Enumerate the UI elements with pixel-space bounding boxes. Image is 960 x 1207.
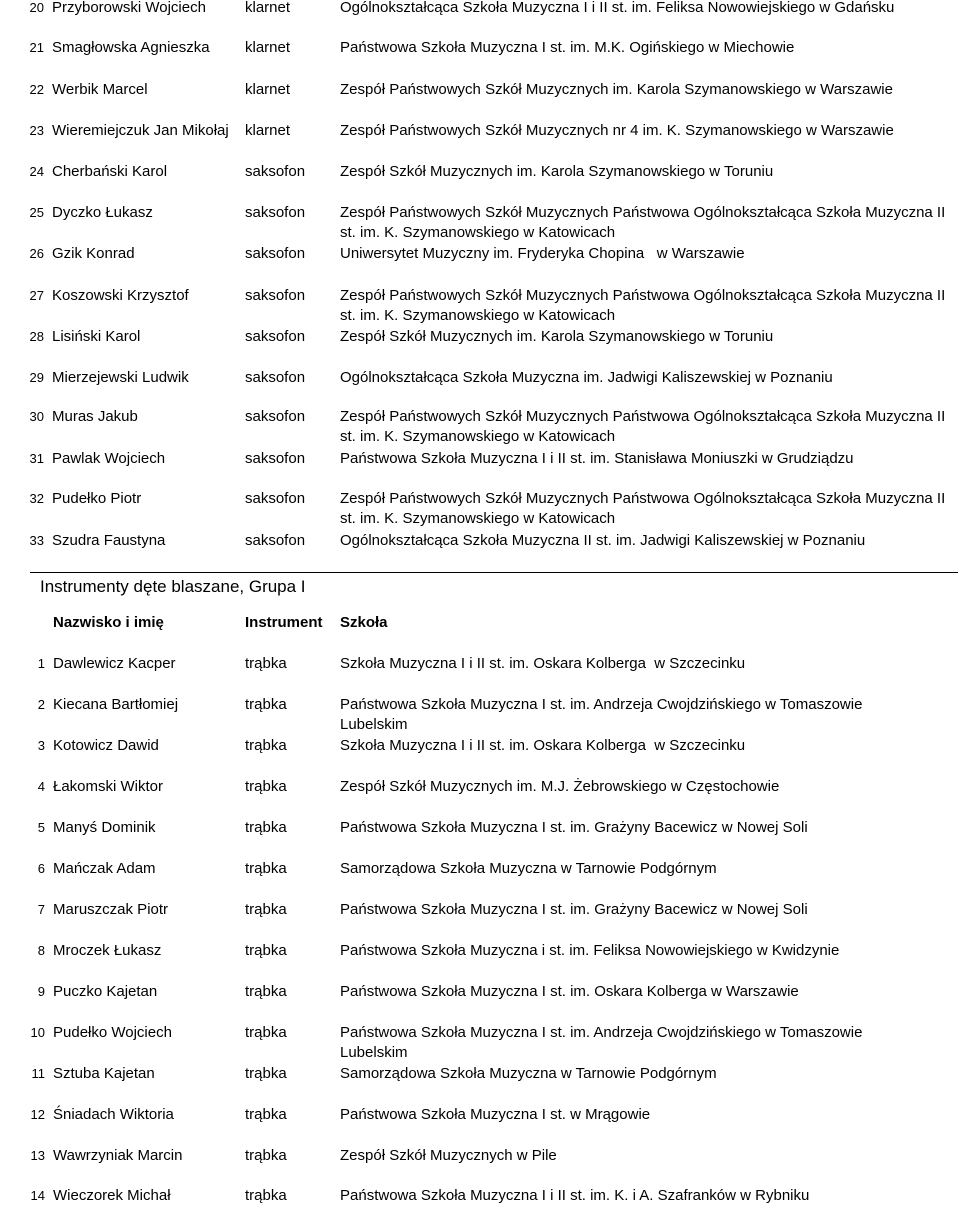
instrument: saksofon (245, 245, 306, 262)
student-name: Puczko Kajetan (53, 983, 158, 1000)
instrument: klarnet (245, 122, 291, 139)
student-name: Werbik Marcel (52, 81, 148, 98)
student-name: Manyś Dominik (53, 819, 156, 836)
student-name: Dawlewicz Kacper (53, 655, 176, 672)
student-name: Przyborowski Wojciech (52, 0, 206, 16)
row-number: 21 (29, 40, 44, 55)
student-name: Kiecana Bartłomiej (53, 696, 179, 713)
row-number: 22 (29, 82, 44, 97)
instrument: klarnet (245, 81, 291, 98)
header-instrument: Instrument (245, 614, 323, 631)
school: Zespół Państwowych Szkół Muzycznych Państwowa Ogólnokształcąca Szkoła Muzyczna II st. im. K. Szymanowskiego w Katowicach (340, 490, 946, 527)
instrument: trąbka (245, 1065, 287, 1082)
student-name: Łakomski Wiktor (53, 778, 164, 795)
header-name: Nazwisko i imię (53, 614, 164, 631)
student-name: Lisiński Karol (52, 328, 141, 345)
student-name: Sztuba Kajetan (53, 1065, 155, 1082)
school: Zespół Szkół Muzycznych im. M.J. Żebrowskiego w Częstochowie (340, 778, 780, 795)
school: Zespół Państwowych Szkół Muzycznych Państwowa Ogólnokształcąca Szkoła Muzyczna II st. im. K. Szymanowskiego w Katowicach (340, 287, 946, 324)
school: Ogólnokształcąca Szkoła Muzyczna II st. im. Jadwigi Kaliszewskiej w Poznaniu (340, 532, 866, 549)
school: Państwowa Szkoła Muzyczna I st. im. Andrzeja Cwojdzińskiego w Tomaszowie Lubelskim (340, 1024, 863, 1061)
row-number: 8 (37, 943, 45, 958)
instrument: saksofon (245, 450, 306, 467)
instrument: trąbka (245, 696, 287, 713)
school: Zespół Państwowych Szkół Muzycznych Państwowa Ogólnokształcąca Szkoła Muzyczna II st. im. K. Szymanowskiego w Katowicach (340, 204, 946, 241)
student-name: Szudra Faustyna (52, 532, 166, 549)
instrument: saksofon (245, 532, 306, 549)
school: Samorządowa Szkoła Muzyczna w Tarnowie Podgórnym (340, 860, 717, 877)
instrument: saksofon (245, 490, 306, 507)
instrument: trąbka (245, 1106, 287, 1123)
header-school: Szkoła (340, 614, 388, 631)
row-number: 26 (29, 246, 44, 261)
school: Zespół Państwowych Szkół Muzycznych im. Karola Szymanowskiego w Warszawie (340, 81, 893, 98)
school: Zespół Państwowych Szkół Muzycznych Państwowa Ogólnokształcąca Szkoła Muzyczna II st. im. K. Szymanowskiego w Katowicach (340, 408, 946, 445)
instrument: saksofon (245, 408, 306, 425)
school: Państwowa Szkoła Muzyczna I st. im. Grażyny Bacewicz w Nowej Soli (340, 819, 808, 836)
row-number: 28 (29, 329, 44, 344)
instrument: trąbka (245, 1024, 287, 1041)
instrument: trąbka (245, 737, 287, 754)
section-title: Instrumenty dęte blaszane, Grupa I (40, 577, 306, 596)
instrument: trąbka (245, 942, 287, 959)
instrument: saksofon (245, 163, 306, 180)
student-name: Gzik Konrad (52, 245, 135, 262)
school: Szkoła Muzyczna I i II st. im. Oskara Kolberga w Szczecinku (340, 655, 746, 672)
student-name: Muras Jakub (52, 408, 138, 425)
instrument: trąbka (245, 860, 287, 877)
row-number: 11 (31, 1066, 45, 1081)
student-name: Mroczek Łukasz (53, 942, 162, 959)
school: Państwowa Szkoła Muzyczna I st. im. M.K. Ogińskiego w Miechowie (340, 39, 795, 56)
school: Państwowa Szkoła Muzyczna I st. w Mrągowie (340, 1106, 651, 1123)
student-name: Wawrzyniak Marcin (53, 1147, 183, 1164)
student-name: Pawlak Wojciech (52, 450, 166, 467)
instrument: trąbka (245, 819, 287, 836)
row-number: 9 (37, 984, 45, 999)
row-number: 12 (30, 1107, 45, 1122)
school: Zespół Państwowych Szkół Muzycznych nr 4 im. K. Szymanowskiego w Warszawie (340, 122, 894, 139)
school: Zespół Szkół Muzycznych im. Karola Szymanowskiego w Toruniu (340, 328, 774, 345)
student-name: Maruszczak Piotr (53, 901, 169, 918)
row-number: 33 (29, 533, 44, 548)
instrument: klarnet (245, 39, 291, 56)
school: Państwowa Szkoła Muzyczna I i II st. im. Stanisława Moniuszki w Grudziądzu (340, 450, 854, 467)
row-number: 23 (29, 123, 44, 138)
row-number: 7 (37, 902, 45, 917)
row-number: 2 (37, 697, 45, 712)
school: Państwowa Szkoła Muzyczna I st. im. Oskara Kolberga w Warszawie (340, 983, 799, 1000)
student-name: Mańczak Adam (53, 860, 156, 877)
row-number: 14 (30, 1188, 45, 1203)
student-name: Kotowicz Dawid (53, 737, 159, 754)
school: Zespół Szkół Muzycznych w Pile (340, 1147, 557, 1164)
row-number: 13 (30, 1148, 45, 1163)
row-number: 27 (29, 288, 44, 303)
section-divider (30, 572, 958, 573)
student-name: Mierzejewski Ludwik (52, 369, 189, 386)
school: Ogólnokształcąca Szkoła Muzyczna I i II st. im. Feliksa Nowowiejskiego w Gdańsku (340, 0, 895, 16)
instrument: trąbka (245, 1187, 287, 1204)
instrument: trąbka (245, 655, 287, 672)
school: Szkoła Muzyczna I i II st. im. Oskara Kolberga w Szczecinku (340, 737, 746, 754)
row-number: 32 (29, 491, 44, 506)
school: Ogólnokształcąca Szkoła Muzyczna im. Jadwigi Kaliszewskiej w Poznaniu (340, 369, 833, 386)
row-number: 6 (37, 861, 45, 876)
row-number: 5 (37, 820, 45, 835)
school: Zespół Szkół Muzycznych im. Karola Szymanowskiego w Toruniu (340, 163, 774, 180)
instrument: klarnet (245, 0, 291, 16)
instrument: saksofon (245, 204, 306, 221)
row-number: 1 (37, 656, 45, 671)
row-number: 30 (29, 409, 44, 424)
row-number: 24 (29, 164, 44, 179)
instrument: trąbka (245, 1147, 287, 1164)
student-name: Pudełko Piotr (52, 490, 142, 507)
row-number: 4 (37, 779, 45, 794)
school: Państwowa Szkoła Muzyczna I st. im. Grażyny Bacewicz w Nowej Soli (340, 901, 808, 918)
school: Samorządowa Szkoła Muzyczna w Tarnowie Podgórnym (340, 1065, 717, 1082)
student-name: Koszowski Krzysztof (52, 287, 189, 304)
school: Państwowa Szkoła Muzyczna I st. im. Andrzeja Cwojdzińskiego w Tomaszowie Lubelskim (340, 696, 863, 733)
row-number: 29 (29, 370, 44, 385)
student-name: Dyczko Łukasz (52, 204, 153, 221)
student-name: Smagłowska Agnieszka (52, 39, 210, 56)
instrument: trąbka (245, 901, 287, 918)
instrument: saksofon (245, 287, 306, 304)
instrument: trąbka (245, 983, 287, 1000)
school: Uniwersytet Muzyczny im. Fryderyka Chopina w Warszawie (340, 245, 745, 262)
school: Państwowa Szkoła Muzyczna I i II st. im. K. i A. Szafranków w Rybniku (340, 1187, 810, 1204)
student-name: Wieczorek Michał (53, 1187, 171, 1204)
school: Państwowa Szkoła Muzyczna i st. im. Feliksa Nowowiejskiego w Kwidzynie (340, 942, 840, 959)
student-name: Pudełko Wojciech (53, 1024, 172, 1041)
row-number: 20 (29, 0, 44, 15)
student-name: Wieremiejczuk Jan Mikołaj (52, 122, 229, 139)
instrument: trąbka (245, 778, 287, 795)
row-number: 3 (37, 738, 45, 753)
row-number: 25 (29, 205, 44, 220)
row-number: 10 (30, 1025, 45, 1040)
student-name: Śniadach Wiktoria (53, 1106, 174, 1123)
row-number: 31 (29, 451, 44, 466)
student-name: Cherbański Karol (52, 163, 168, 180)
instrument: saksofon (245, 328, 306, 345)
instrument: saksofon (245, 369, 306, 386)
